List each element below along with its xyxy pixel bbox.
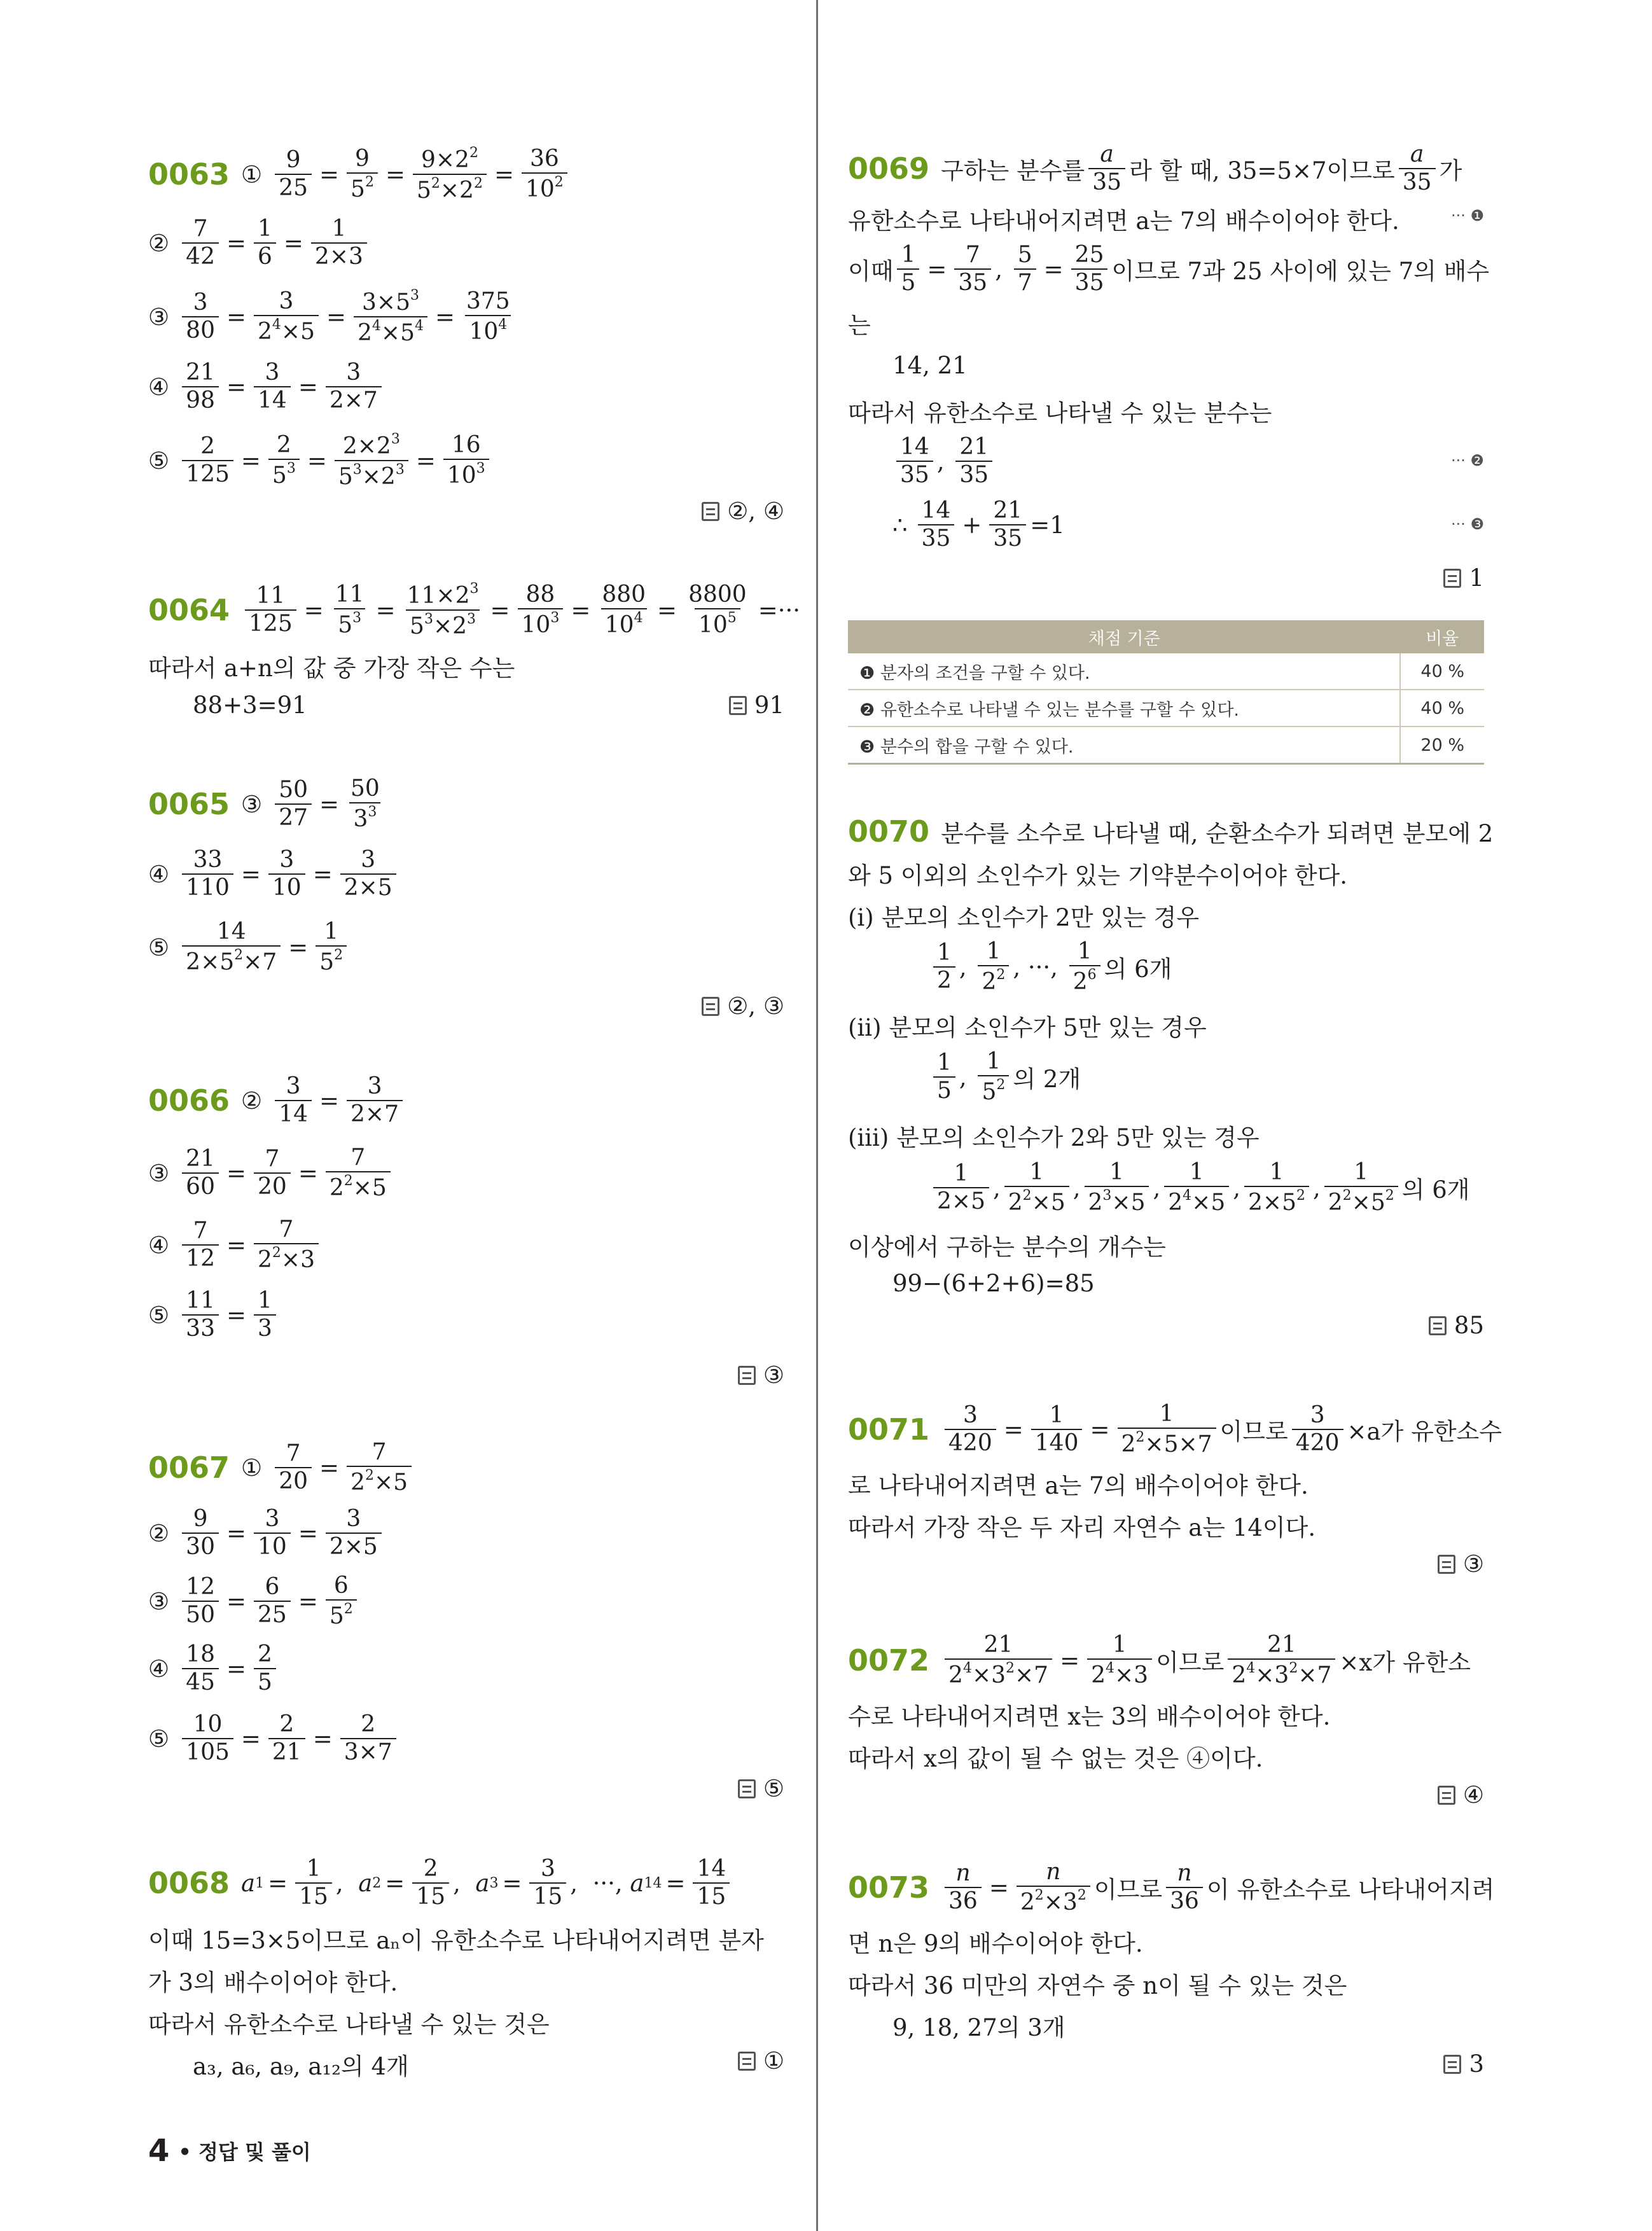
step-marker-1: ··· ❶ (1450, 207, 1484, 225)
answer-0067: ⑤ (738, 1775, 784, 1802)
footer-label: • 정답 및 풀이 (178, 2140, 311, 2164)
problem-number: 0071 (848, 1412, 930, 1447)
answer-0064: 91 (729, 692, 784, 719)
problem-number: 0065 (148, 787, 230, 821)
grading-row: ❸ 분수의 합을 구할 수 있다. 20 % (848, 726, 1484, 764)
answer-icon (702, 997, 719, 1016)
grading-header-ratio: 비율 (1400, 620, 1484, 653)
answer-icon (1438, 1786, 1455, 1805)
grading-row: ❶ 분자의 조건을 구할 수 있다. 40 % (848, 653, 1484, 690)
answer-0071: ③ (1438, 1550, 1484, 1578)
problem-number: 0073 (848, 1870, 930, 1905)
page-number: 4 (148, 2133, 170, 2169)
answer-0072: ④ (1438, 1781, 1484, 1809)
answer-icon (729, 696, 747, 715)
problem-number: 0070 (848, 814, 930, 849)
answer-0073: 3 (1443, 2050, 1484, 2078)
page-footer (148, 2133, 311, 2169)
answer-0063: ②, ④ (702, 497, 784, 525)
answer-icon (738, 1779, 756, 1798)
answer-0066: ③ (738, 1361, 784, 1389)
answer-icon (1438, 1555, 1455, 1574)
problem-number: 0067 (148, 1450, 230, 1485)
answer-0065: ②, ③ (702, 992, 784, 1020)
step-marker-2: ··· ❷ (1450, 452, 1484, 469)
answer-icon (1443, 569, 1461, 588)
problem-number: 0064 (148, 593, 230, 627)
problem-number: 0072 (848, 1643, 930, 1678)
step-marker-3: ··· ❸ (1450, 515, 1484, 533)
grading-row: ❷ 유한소수로 나타낼 수 있는 분수를 구할 수 있다. 40 % (848, 690, 1484, 726)
grading-header-criteria: 채점 기준 (848, 620, 1400, 653)
answer-icon (1443, 2055, 1461, 2074)
problem-number: 0069 (848, 151, 930, 186)
grading-table (848, 620, 1484, 765)
answer-icon (1429, 1316, 1447, 1335)
answer-icon (738, 1366, 756, 1385)
answer-0068: ① (738, 2047, 784, 2075)
column-divider (816, 0, 818, 2231)
problem-number: 0063 (148, 157, 230, 191)
answer-0069: 1 (1443, 564, 1484, 592)
answer-icon (702, 502, 719, 521)
problem-number: 0068 (148, 1866, 230, 1900)
answer-icon (738, 2052, 756, 2071)
answer-0070: 85 (1429, 1312, 1484, 1339)
problem-number: 0066 (148, 1083, 230, 1118)
